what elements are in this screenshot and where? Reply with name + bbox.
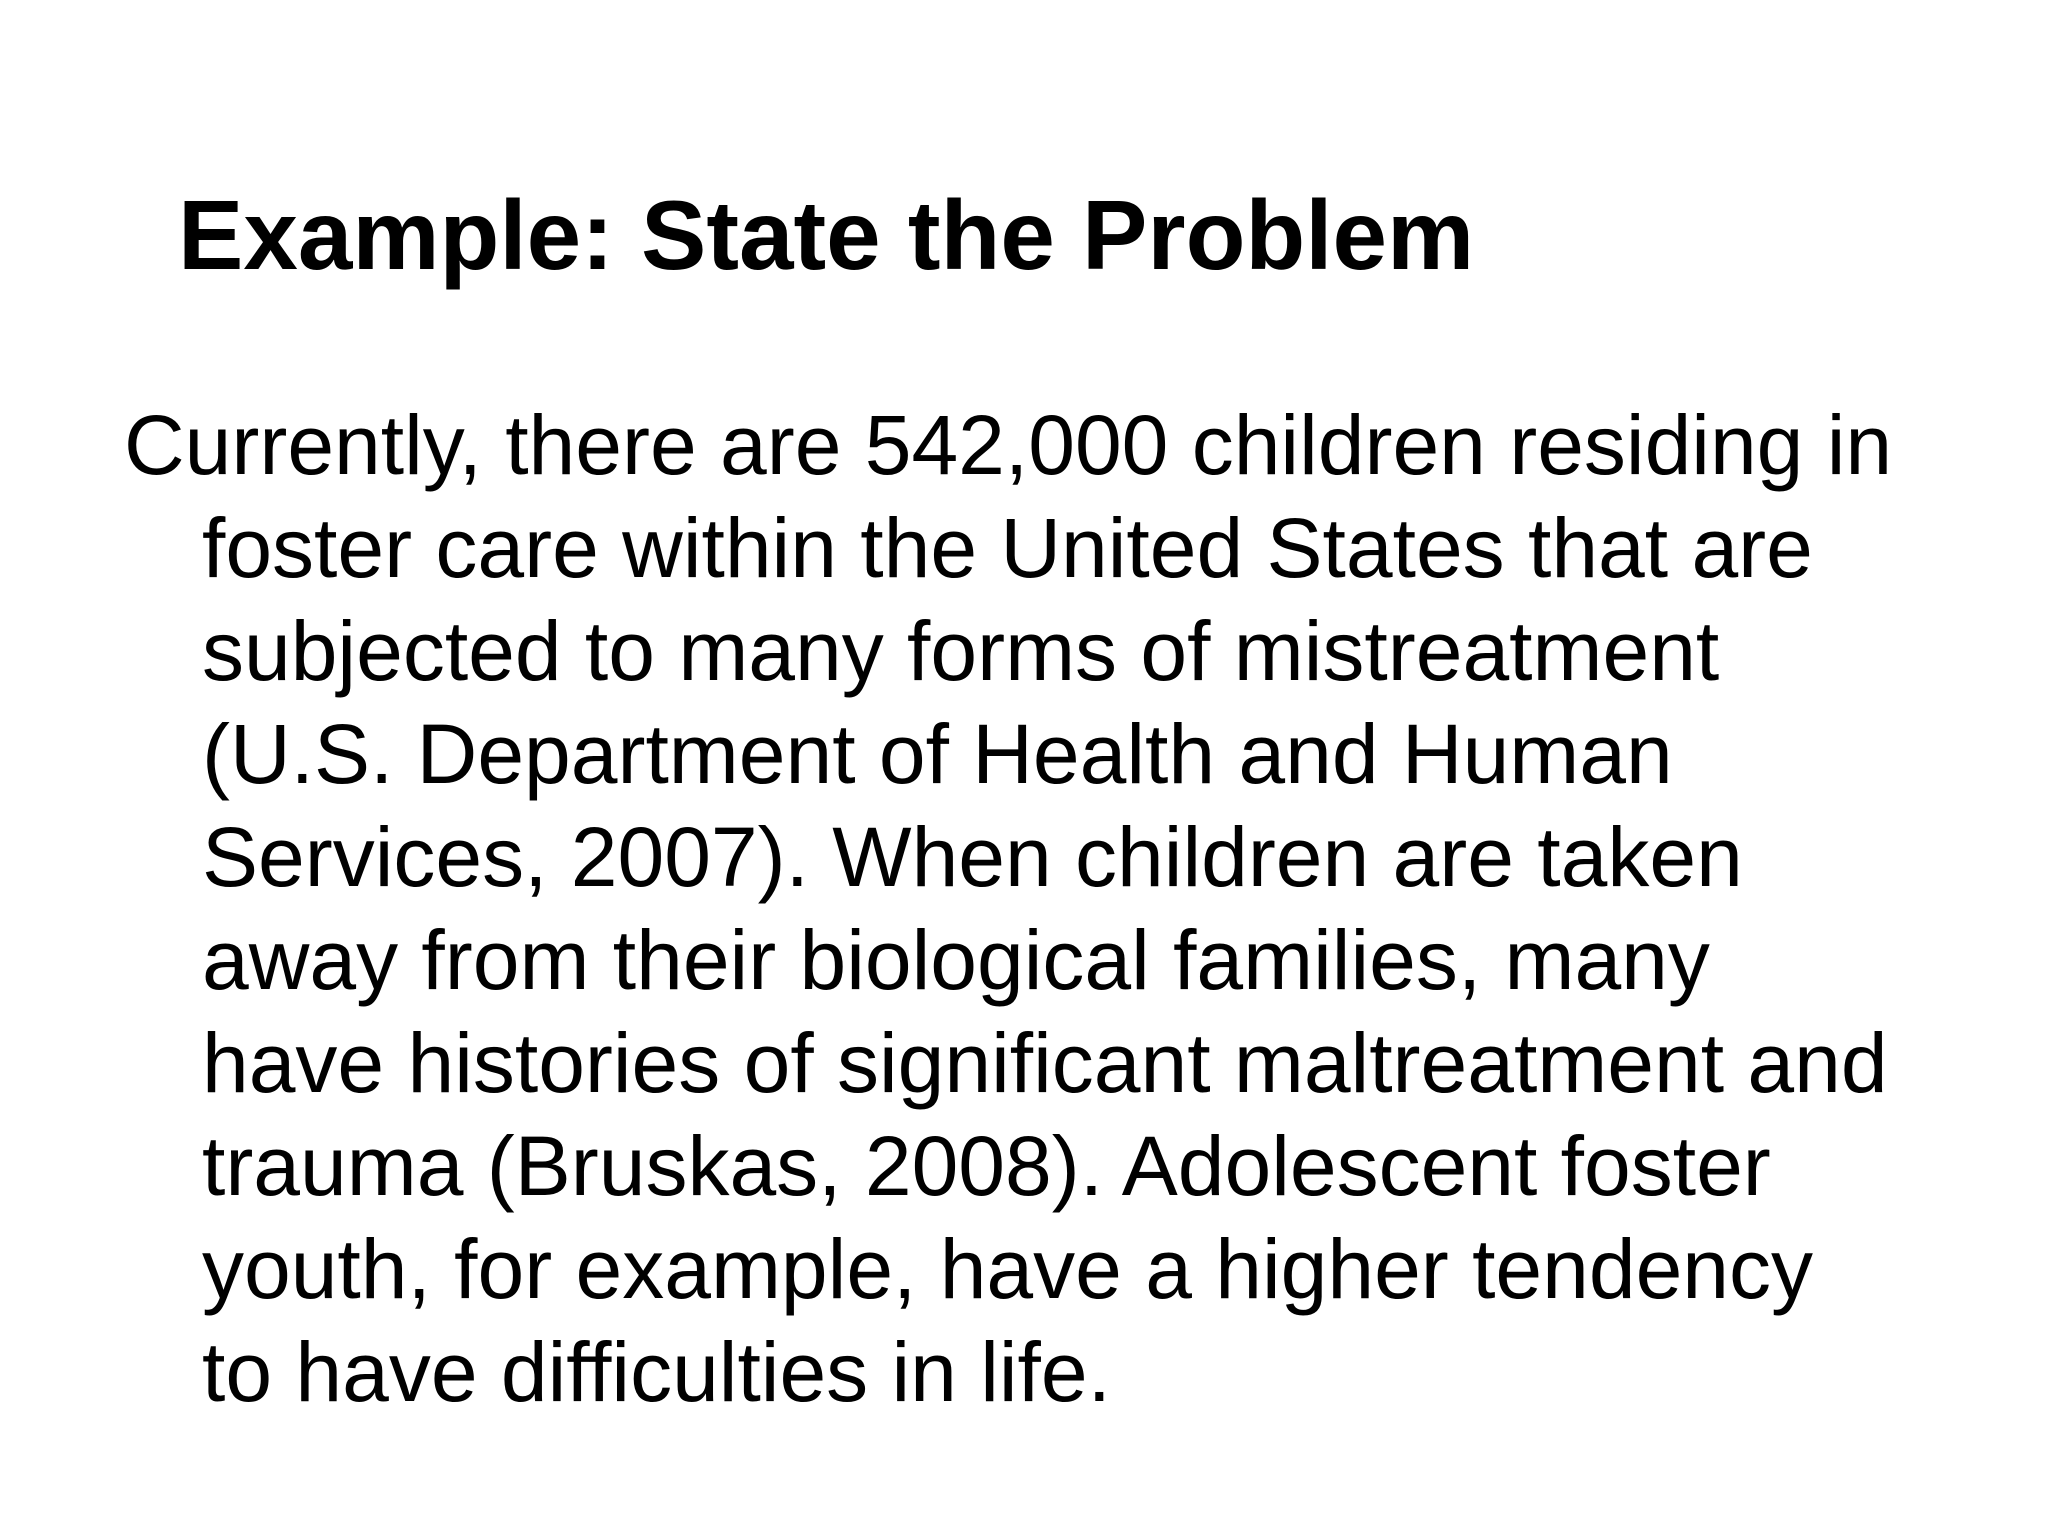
slide-title: Example: State the Problem (178, 180, 1475, 290)
body-line-10: to have difficulties in life. (202, 1325, 1111, 1419)
body-line-9: youth, for example, have a higher tendency (202, 1222, 1814, 1316)
body-line-3: subjected to many forms of mistreatment (202, 604, 1720, 698)
body-line-1: Currently, there are 542,000 children residing in (124, 398, 1893, 492)
body-line-8: trauma (Bruskas, 2008). Adolescent foster (202, 1119, 1771, 1213)
body-line-4: (U.S. Department of Health and Human (202, 707, 1673, 801)
body-line-5: Services, 2007). When children are taken (202, 810, 1743, 904)
slide-body (124, 394, 1984, 1424)
body-line-7: have histories of significant maltreatment and (202, 1016, 1888, 1110)
body-line-6: away from their biological families, many (202, 913, 1710, 1007)
body-line-2: foster care within the United States that are (202, 501, 1813, 595)
